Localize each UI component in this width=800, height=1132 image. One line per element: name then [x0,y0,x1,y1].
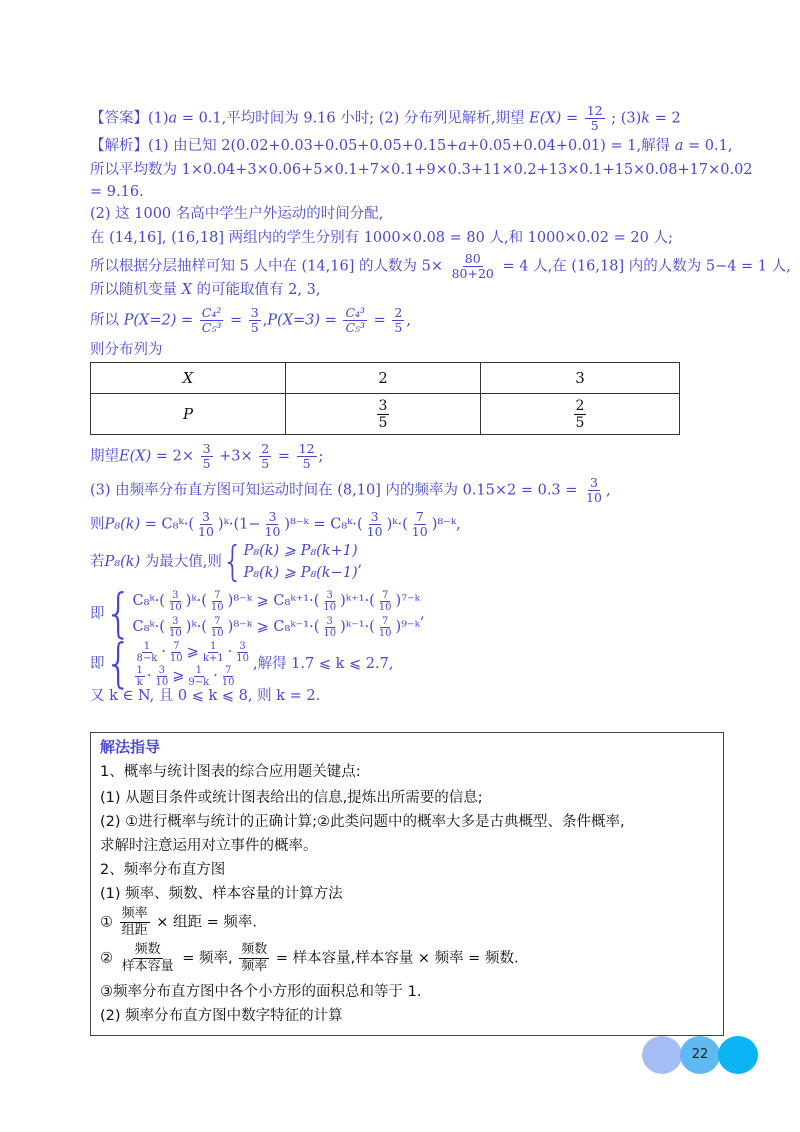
text: +0.05+0.04+0.01) = 1,解得 [466,138,671,154]
text: · [146,668,152,684]
frac-den: 8−k [136,652,158,664]
text: ② [100,950,113,967]
text: = 2× [155,448,194,465]
frac-num: 2 [261,441,270,456]
text: C₈ᵏ·( [132,593,165,609]
frac-den: 5 [590,118,599,133]
analysis-line-1 [90,136,740,156]
brace-icon: { [104,632,133,694]
text: 若 [90,554,105,570]
frac-den: 10 [586,490,602,505]
table-cell [286,394,481,435]
expr: E(X) [119,448,152,465]
fraction [239,942,269,975]
answer-part: (1) [148,110,169,127]
fraction [343,306,367,335]
table-cell [481,394,680,435]
fraction [584,476,604,505]
table-row-label: P [91,394,286,435]
frac-num: 3 [202,441,211,456]
text: = [181,312,194,329]
frac-num: 3 [158,664,166,676]
expr: P(X=2) [123,312,177,329]
conclusion-line: 又 k ∈ N, 且 0 ⩽ k ⩽ 8, 则 k = 2. [90,688,321,704]
brace-icon: { [221,538,244,586]
text: )⁷⁻ᵏ [395,593,420,609]
text: , [406,312,411,329]
system-row [133,664,253,688]
text: = [373,312,386,329]
fraction [263,510,283,539]
system-row [133,588,420,614]
text: ⩾ [186,644,199,660]
frac-den: 10 [210,601,224,613]
text: = 4 人,在 (16,18] 内的人数为 5−4 = 1 人, [502,258,791,275]
guide-line: 求解时注意运用对立事件的概率。 [100,838,318,854]
frac-num: 3 [590,475,598,490]
guide-line: ③频率分布直方图中各个小方形的面积总和等于 1. [100,984,422,1000]
frac-num: 3 [250,305,259,320]
answer-eq: = [565,110,579,127]
analysis-line-8 [90,306,740,335]
fraction [209,590,226,613]
fraction [377,398,390,431]
page-number: 22 [691,1047,709,1062]
text: , [357,554,363,570]
text: 所以 [90,312,119,329]
guide-line: (2) ①进行概率与统计的正确计算;②此类问题中的概率大多是古典概型、条件概率, [100,814,625,830]
table-row [91,363,680,394]
var: a [458,138,467,154]
frac-den: 组距 [121,923,148,938]
frac-num: 3 [370,509,379,524]
fraction [167,590,184,613]
text: (1) 由已知 2(0.02+0.03+0.05+0.05+0.15+ [148,138,459,154]
fraction [201,641,226,664]
frac-den: 10 [210,627,224,639]
frac-num: 7 [381,589,389,601]
frac-num: 3 [326,589,333,601]
text: × 组距 = 频率. [156,914,257,931]
frac-num: 频数 [241,942,268,957]
text: )ᵏ·( [185,619,207,635]
frac-den: C₅³ [345,320,366,335]
frac-num: 1 [210,640,217,652]
frac-den: 10 [236,652,249,664]
fraction [120,906,150,939]
frac-num: 7 [224,664,232,676]
frac-num: 3 [326,615,333,627]
frac-num: 7 [214,615,221,627]
fraction [574,398,587,431]
fraction [297,442,317,471]
frac-den: k+1 [202,652,224,664]
text: = C₈ᵏ·( [144,516,195,533]
system [244,540,358,584]
text: )ᵏ·( [185,593,207,609]
system-row [133,614,420,640]
table-header-value: 2 [286,363,481,394]
answer-fraction [585,104,605,133]
frac-den: 10 [198,524,214,539]
frac-num: 3 [201,509,210,524]
inequality-system-line [90,582,740,644]
fraction [186,665,211,688]
text: , [262,312,268,329]
analysis-tag: 【解析】 [90,138,148,154]
frac-num: 80 [464,251,481,266]
frac-den: 10 [378,627,392,639]
guide-line: 1、概率与统计图表的综合应用题关键点: [100,764,361,780]
text: +3× [219,448,253,465]
frac-den: 10 [168,601,182,613]
frac-den: 5 [575,414,585,431]
decor-circle-right [718,1036,758,1074]
fraction [392,306,404,335]
answer-text: = 2 [654,110,681,127]
text: = [277,448,291,465]
max-condition-line [90,540,740,584]
fraction [321,616,338,639]
text: 则 [90,516,105,533]
text: = 频率, [182,950,233,967]
frac-num: 1 [143,640,151,652]
text: = 样本容量,样本容量 × 频率 = 频数. [275,950,519,967]
fraction [120,942,176,975]
analysis-line-4: (2) 这 1000 名高中学生户外运动的时间分配, [90,206,384,222]
frac-den: 10 [169,652,183,664]
fraction [321,590,338,613]
text: C₈ᵏ·( [132,619,165,635]
fraction [200,306,224,335]
frac-den: 10 [366,524,383,539]
analysis-line-2: 所以平均数为 1×0.04+3×0.06+5×0.1+7×0.1+9×0.3+11×0.2+13×0.1+15×0.08+17×0.02 [90,162,753,178]
guide-title: 解法指导 [100,738,161,756]
fraction [249,306,261,335]
expr: P₈(k) [104,516,141,533]
frac-den: 5 [202,456,211,471]
frac-num: 3 [378,397,388,414]
analysis-line-5: 在 (14,16], (16,18] 两组内的学生分别有 1000×0.08 = 80 人,和 1000×0.02 = 20 人; [90,230,673,246]
system [133,640,253,688]
text: )ᵏ⁺¹·( [340,593,375,609]
frac-den: 5 [261,456,270,471]
text: = [324,312,337,329]
text: 所以根据分层抽样可知 5 人中在 (14,16] 的人数为 5× [90,258,443,275]
frac-den: 10 [323,601,337,613]
system-row [133,640,253,664]
frac-num: 3 [239,640,246,652]
frac-den: 10 [411,524,428,539]
analysis-line-9: 则分布列为 [90,342,163,358]
var: X [181,282,192,298]
text: 期望 [90,448,119,465]
text: 的可能取值有 2, 3, [196,282,321,298]
frac-num: 频数 [134,942,161,957]
fraction [234,641,251,664]
fraction [167,616,184,639]
text: )⁸⁻ᵏ = C₈ᵏ·( [284,516,363,533]
text: ⩾ [172,668,185,684]
frac-num: 12 [298,441,315,456]
decor-circle-left [642,1036,682,1074]
text: 即 [90,606,105,622]
frac-num: 7 [381,615,389,627]
fraction [410,510,430,539]
text: (3) 由频率分布直方图可知运动时间在 (8,10] 内的频率为 0.15×2 = 0.3 = [90,482,578,499]
fraction [135,641,160,664]
answer-expectation: E(X) [529,110,562,127]
system [133,588,420,640]
frac-den: 80+20 [451,266,494,281]
frac-den: 5 [378,414,388,431]
fraction [201,442,213,471]
frac-den: 10 [155,676,169,688]
part3-line [90,476,740,505]
text: · [227,644,233,660]
fraction [377,590,394,613]
frac-den: 频率 [241,959,268,974]
frac-den: 9−k [188,676,210,688]
table-row [91,394,680,435]
guide-line: 2、频率分布直方图 [100,862,226,878]
frac-den: 10 [323,627,337,639]
text: ① [100,914,113,931]
fraction [377,616,394,639]
expr: P(X=3) [267,312,321,329]
text: )⁸⁻ᵏ ⩾ C₈ᵏ⁺¹·( [227,593,320,609]
guide-line: (2) 频率分布直方图中数字特征的计算 [100,1008,343,1024]
text: )⁸⁻ᵏ, [431,516,461,533]
analysis-line-3: = 9.16. [90,184,144,200]
frac-num: 2 [394,305,403,320]
answer-tag: 【答案】 [90,110,148,127]
fraction [259,442,271,471]
frac-den: 5 [302,456,311,471]
answer-var: a [168,110,178,127]
brace-icon: { [104,582,133,644]
frac-num: 12 [586,103,603,118]
text: )⁸⁻ᵏ ⩾ C₈ᵏ⁻¹·( [227,619,320,635]
analysis-line-6 [90,251,791,281]
frac-den: C₅³ [201,320,222,335]
frac-num: 7 [173,640,180,652]
text: · [213,668,218,684]
frac-num: 1 [195,664,202,676]
text: , [605,482,611,499]
fraction [450,252,496,281]
frac-den: 10 [264,524,281,539]
text: ; [318,448,324,465]
fraction [209,616,226,639]
guide-line: (1) 频率、频数、样本容量的计算方法 [100,886,343,902]
system-row: P₈(k) ⩾ P₈(k+1) [243,543,358,559]
frac-den: 10 [168,627,182,639]
system-row: P₈(k) ⩾ P₈(k−1) [243,565,358,581]
distribution-table [90,362,680,435]
frac-den: 10 [378,601,392,613]
text: 即 [90,656,105,672]
fraction [220,665,237,688]
guide-formula-1 [100,906,257,939]
binomial-line [90,510,740,539]
var: a [674,138,684,154]
frac-den: 10 [221,676,235,688]
frac-num: 3 [172,615,179,627]
frac-num: 7 [415,509,424,524]
expr: P₈(k) [104,554,141,570]
text: = [229,312,243,329]
frac-den: 5 [394,320,403,335]
simplified-system-line [90,632,740,694]
text: )ᵏ·(1− [217,516,261,533]
frac-num: C₄³ [345,305,366,320]
text: ,解得 1.7 ⩽ k ⩽ 2.7, [252,656,394,672]
text: 为最大值,则 [144,554,222,570]
text: , [419,606,425,622]
text: )ᵏ⁻¹·( [340,619,375,635]
answer-text: = 0.1,平均时间为 9.16 小时; (2) 分布列见解析,期望 [181,110,525,127]
guide-formula-2 [100,942,519,975]
table-header-x: X [91,363,286,394]
frac-num: 频率 [121,906,148,921]
table-header-value: 3 [481,363,680,394]
frac-den: k [136,676,143,688]
frac-num: 3 [268,509,277,524]
text: · [161,644,166,660]
text: 所以随机变量 [90,282,177,298]
fraction [153,665,170,688]
frac-num: C₄² [201,305,222,320]
answer-line [90,104,740,133]
text: = 0.1, [688,138,733,154]
fraction [135,665,145,688]
answer-text: ; (3) [611,110,642,127]
text: )ᵏ·( [386,516,408,533]
frac-num: 2 [575,397,585,414]
text: )⁹⁻ᵏ [395,619,420,635]
fraction [168,641,185,664]
frac-den: 5 [250,320,259,335]
frac-num: 3 [172,589,179,601]
fraction [196,510,216,539]
answer-var: k [641,110,651,127]
frac-num: 1 [136,664,143,676]
expectation-line [90,442,740,471]
frac-num: 7 [214,589,221,601]
frac-den: 样本容量 [121,959,174,974]
guide-line: (1) 从题目条件或统计图表给出的信息,提炼出所需要的信息; [100,790,483,806]
analysis-line-7 [90,280,740,300]
fraction [365,510,385,539]
